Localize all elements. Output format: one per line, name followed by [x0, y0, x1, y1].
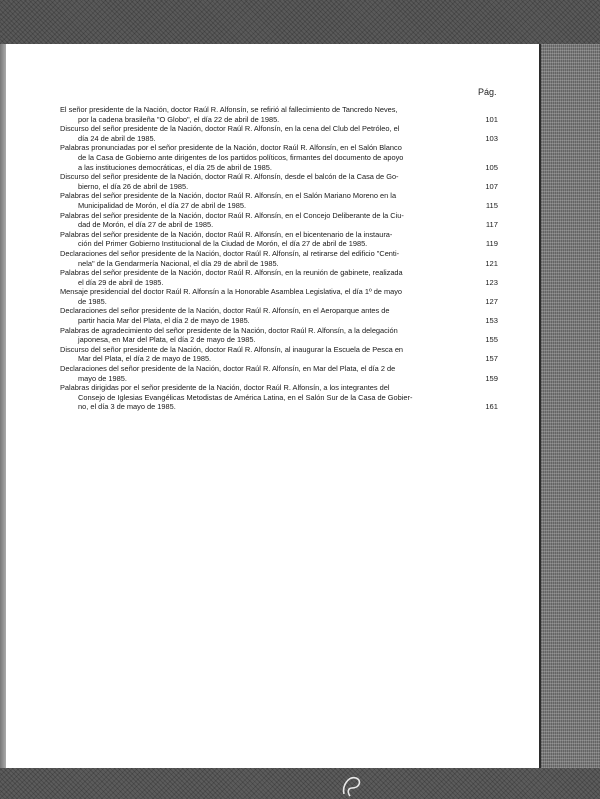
- toc-entry-title: Declaraciones del señor presidente de la Nación, doctor Raúl R. Alfonsín, en Mar del Plata, el día 2 de: [60, 364, 396, 374]
- toc-entry-continuation: partir hacia Mar del Plata, el día 2 de mayo de 1985.: [78, 316, 250, 326]
- toc-entry: [60, 105, 500, 124]
- toc-entry-continuation: el día 29 de abril de 1985.: [78, 277, 164, 287]
- toc-entry: [60, 191, 500, 210]
- toc-entry-title: El señor presidente de la Nación, doctor Raúl R. Alfonsín, se refirió al fallecimiento de Tancredo Neves,: [60, 105, 398, 114]
- toc-entry: [60, 345, 500, 364]
- toc-entry-title: Palabras del señor presidente de la Nación, doctor Raúl R. Alfonsín, en la reunión de gabinete, realizada: [60, 268, 403, 278]
- toc-page-number: 159: [485, 373, 498, 383]
- toc-entry-title: Palabras del señor presidente de la Nación, doctor Raúl R. Alfonsín, en el Concejo Deliberante de la Ciu-: [60, 210, 404, 220]
- toc-entry: [60, 230, 500, 249]
- toc-entry-continuation: por la cadena brasileña "O Globo", el día 22 de abril de 1985.: [78, 114, 280, 124]
- toc-page-number: 115: [485, 200, 498, 210]
- toc-entry-title: Declaraciones del señor presidente de la Nación, doctor Raúl R. Alfonsín, en el Aeroparque antes de: [60, 306, 390, 316]
- toc-entry-continuation: a las instituciones democráticas, el día 25 de abril de 1985.: [78, 162, 272, 172]
- toc-page-number: 117: [485, 220, 498, 230]
- toc-entry-continuation: día 24 de abril de 1985.: [78, 133, 156, 143]
- toc-entry-continuation: Municipalidad de Morón, el día 27 de abril de 1985.: [78, 200, 247, 210]
- toc-entry: [60, 383, 500, 412]
- toc-entry-continuation: Mar del Plata, el día 2 de mayo de 1985.: [78, 354, 212, 364]
- toc-entry-continuation: japonesa, en Mar del Plata, el día 2 de mayo de 1985.: [78, 335, 256, 345]
- scan-right-border: [541, 44, 600, 768]
- toc-entry-continuation: Consejo de Iglesias Evangélicas Metodistas de América Latina, en el Salón Sur de la Casa de Gobier-: [78, 392, 413, 402]
- toc-entry: [60, 124, 500, 143]
- toc-entry-continuation: de la Casa de Gobierno ante dirigentes de los partidos políticos, firmantes del documento de apoyo: [78, 152, 404, 162]
- toc-entry: [60, 268, 500, 287]
- page-edge: [539, 44, 541, 768]
- toc-page-number: 127: [485, 296, 498, 306]
- toc-page-number: 101: [485, 114, 498, 124]
- toc-page-number: 157: [485, 354, 498, 364]
- toc-page-number: 153: [485, 316, 498, 326]
- toc-page-number: 119: [485, 239, 498, 249]
- toc-entry-title: Declaraciones del señor presidente de la Nación, doctor Raúl R. Alfonsín, al retirarse del edificio "Centi-: [60, 248, 400, 258]
- toc-entry-title: Discurso del señor presidente de la Nación, doctor Raúl R. Alfonsín, en la cena del Club del Petróleo, el: [60, 124, 400, 134]
- toc-entry-title: Palabras dirigidas por el señor presidente de la Nación, doctor Raúl R. Alfonsín, a los integrantes del: [60, 383, 390, 393]
- scan-left-border: [0, 44, 6, 768]
- toc-entry-title: Palabras del señor presidente de la Nación, doctor Raúl R. Alfonsín, en el bicentenario de la instaura-: [60, 229, 393, 239]
- scan-top-border: [0, 0, 600, 44]
- toc-entry: [60, 326, 500, 345]
- toc-page-number: 103: [485, 133, 498, 143]
- toc-page-number: 121: [485, 258, 498, 268]
- scribble-mark-icon: [338, 772, 366, 798]
- toc-entry: [60, 172, 500, 191]
- toc-entry-continuation: mayo de 1985.: [78, 373, 127, 383]
- toc-entry-title: Palabras pronunciadas por el señor presidente de la Nación, doctor Raúl R. Alfonsín, en el Salón Blanco: [60, 143, 402, 153]
- toc-page-number: 161: [485, 402, 498, 412]
- toc-page-number: 107: [485, 181, 498, 191]
- toc-entry-continuation: ción del Primer Gobierno Institucional de la Ciudad de Morón, el día 27 de abril de 1985.: [78, 239, 368, 249]
- toc-entry-continuation: dad de Morón, el día 27 de abril de 1985.: [78, 220, 214, 230]
- toc-page-number: 123: [485, 277, 498, 287]
- toc-page-number: 155: [485, 335, 498, 345]
- toc-entry: [60, 249, 500, 268]
- toc-entry: [60, 306, 500, 325]
- page-column-header: Pág.: [478, 87, 497, 97]
- toc-entry-title: Discurso del señor presidente de la Nación, doctor Raúl R. Alfonsín, desde el balcón de la Casa de Go-: [60, 172, 399, 182]
- toc-entry-continuation: bierno, el día 26 de abril de 1985.: [78, 181, 189, 191]
- toc-entry: [60, 143, 500, 172]
- toc-entry-title: Palabras de agradecimiento del señor presidente de la Nación, doctor Raúl R. Alfonsín, a la delegación: [60, 325, 398, 335]
- toc-entry-title: Discurso del señor presidente de la Nación, doctor Raúl R. Alfonsín, al inaugurar la Escuela de Pesca en: [60, 344, 404, 354]
- table-of-contents: [60, 105, 500, 412]
- toc-entry-continuation: de 1985.: [78, 296, 107, 306]
- toc-entry-title: Palabras del señor presidente de la Nación, doctor Raúl R. Alfonsín, en el Salón Mariano Moreno en la: [60, 191, 397, 201]
- toc-entry: [60, 287, 500, 306]
- toc-entry-title: Mensaje presidencial del doctor Raúl R. Alfonsín a la Honorable Asamblea Legislativa, el día 1º de mayo: [60, 287, 403, 297]
- toc-entry: [60, 364, 500, 383]
- scan-bottom-border: [0, 768, 600, 799]
- toc-page-number: 105: [485, 162, 498, 172]
- toc-entry-continuation: no, el día 3 de mayo de 1985.: [78, 402, 176, 412]
- toc-entry-continuation: nela" de la Gendarmería Nacional, el día 29 de abril de 1985.: [78, 258, 279, 268]
- toc-entry: [60, 211, 500, 230]
